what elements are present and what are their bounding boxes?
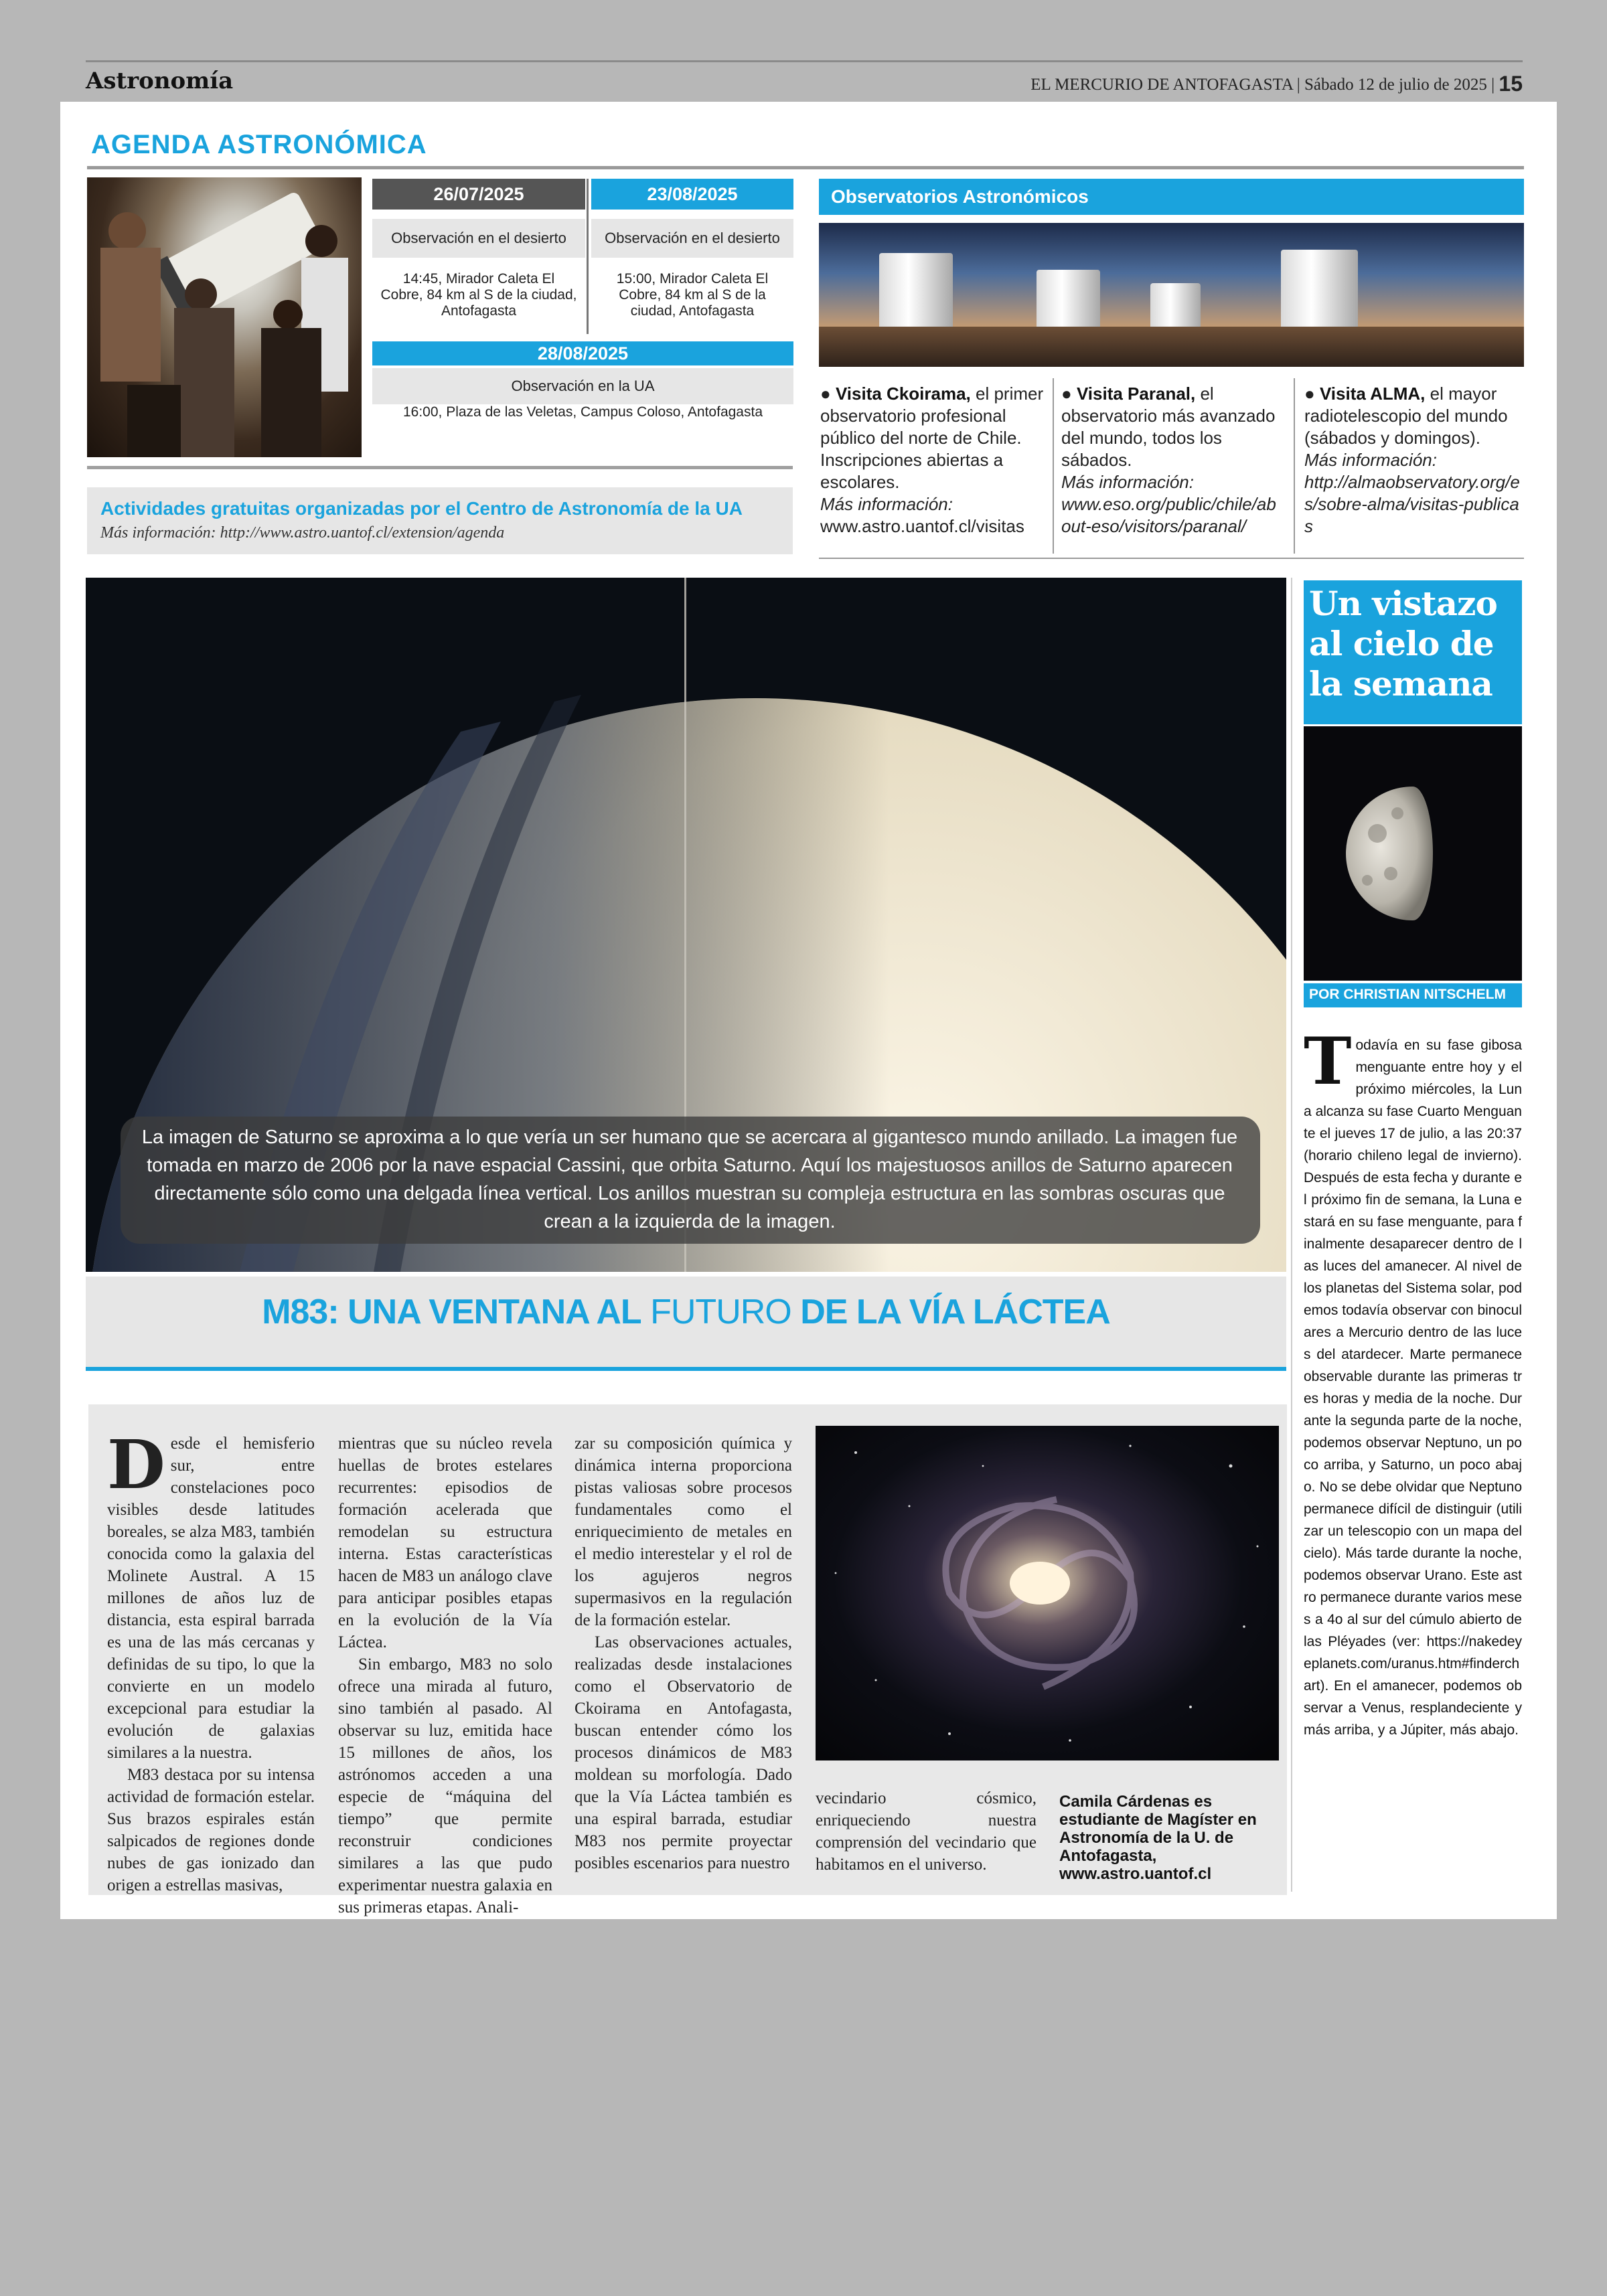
page-number: 15 — [1499, 72, 1523, 96]
article-column-4 — [816, 1787, 1037, 1876]
event-date: 23/08/2025 — [591, 179, 793, 210]
article-paragraph: M83 destaca por su intensa actividad de formación estelar. Sus brazos espirales están salpicados de regiones donde nubes de gas ionizado dan origen a estrellas masivas, — [107, 1766, 315, 1894]
visit-name: Visita ALMA, — [1319, 384, 1426, 404]
sidebar-divider — [1291, 578, 1292, 1892]
free-activities-rule — [87, 466, 793, 469]
sidebar-title: Un vistazo al cielo de la semana — [1309, 584, 1497, 704]
moon-photo — [1304, 726, 1522, 981]
telescope-photo — [87, 177, 362, 457]
saturn-caption: La imagen de Saturno se aproxima a lo que vería un ser humano que se acercara al gigantesco mundo anillado. La imagen fue tomada en marzo de 2006 por la nave espacial Cassini, que orbita Saturno. Aquí los majestuosos anillos de Saturno aparecen directamente sólo como una delgada línea vertical. Los anillos muestran su compleja estructura en las sombras oscuras que crean a la izquierda de la imagen. — [141, 1127, 1238, 1232]
event-date: 28/08/2025 — [372, 341, 793, 365]
visit-separator — [1294, 378, 1295, 554]
visit-alma: ● Visita ALMA, el mayor radiotelescopio del mundo (sábados y domingos). Más información: http://almaobservatory.org/es/sobre-alma/visitas-publicas — [1304, 384, 1520, 536]
visit-separator — [1053, 378, 1054, 554]
sidebar-text — [1304, 1023, 1522, 1741]
visit-info-label: Más información: — [1061, 472, 1194, 492]
sidebar-dropcap: T — [1304, 1023, 1352, 1099]
observatories-photo — [819, 223, 1524, 367]
event-title: Observación en la UA — [372, 368, 793, 404]
visit-name: Visita Ckoirama, — [835, 384, 971, 404]
visit-url[interactable]: http://almaobservatory.org/es/sobre-alma/visitas-publicas — [1304, 472, 1520, 536]
observatories-bottom-rule — [819, 558, 1524, 559]
event-details: 16:00, Plaza de las Veletas, Campus Coloso, Antofagasta — [402, 404, 763, 420]
sidebar-paragraph: odavía en su fase gibosa menguante entre hoy y el próximo miércoles, la Luna alcanza su fase Cuarto Menguante el jueves 17 de julio, a las 20:37 (horario chileno legal de invierno). Después de esta fecha y durante el próximo fin de semana, la Luna estará en su fase menguante, para finalmente desaparecer dentro de las luces del amanecer. Al nivel de los planetas del Sistema solar, podemos todavía observar con binoculares a Mercurio dentro de las luces del atardecer. Marte permanece observable durante las primeras tres horas y media de la noche. Durante la segunda parte de la noche, podemos observar Neptuno, un poco arriba, y Saturno, un poco abajo. No se debe olvidar que Neptuno permanece difícil de distinguir (utilizar un telescopio con un mapa del cielo). Más tarde durante la noche, podemos observar Urano. Este astro permanece durante varios meses a 4o al sur del cúmulo abierto de las Pléyades (ver: https://nakedeyeplanets.com/uranus.htm#finderchart). En el amanecer, podemos observar a Venus, resplandeciente y más arriba, y a Júpiter, más abajo. — [1304, 1038, 1522, 1738]
article-dropcap: D — [107, 1425, 165, 1504]
article-column-2 — [338, 1432, 552, 1918]
article-paragraph: esde el hemisferio sur, entre constelaciones poco visibles desde latitudes boreales, se alza M83, también conocida como la galaxia del Molinete Austral. A 15 millones de años luz de distancia, esta espiral barrada es una de las más cercanas y definidas de su tipo, lo que la convierte en un modelo excepcional para estudiar la evolución de galaxias similares a la nuestra. — [107, 1434, 315, 1762]
article-paragraph: mientras que su núcleo revela huellas de brotes estelares recurrentes: episodios de formación acelerada que remodelan su estructura interna. Estas características hacen de M83 un análogo clave para anticipar posibles etapas en la evolución de la Vía Láctea. — [338, 1434, 552, 1651]
event-details: 15:00, Mirador Caleta El Cobre, 84 km al S de la ciudad, Antofagasta — [616, 271, 769, 319]
free-activities-title: Actividades gratuitas organizadas por el Centro de Astronomía de la UA — [100, 498, 743, 519]
event-date: 26/07/2025 — [372, 179, 585, 210]
visit-text: el primer observatorio profesional público del norte de Chile. Inscripciones abiertas a escolares. — [820, 384, 1044, 492]
headline-rule — [86, 1367, 1286, 1371]
headline-part: DE LA VÍA LÁCTEA — [800, 1293, 1110, 1331]
visit-url[interactable]: www.astro.uantof.cl/visitas — [820, 516, 1024, 536]
article-paragraph: Las observaciones actuales, realizadas desde instalaciones como el Observatorio de Ckoirama en Antofagasta, buscan entender cómo los procesos dinámicos de M83 moldean su morfología. Dado que la Vía Láctea también es una espiral barrada, estudiar M83 nos permite proyectar posibles escenarios para nuestro — [575, 1633, 792, 1872]
galaxy-photo — [816, 1426, 1279, 1760]
free-activities-box — [87, 487, 793, 554]
article-paragraph: vecindario cósmico, enriqueciendo nuestra comprensión del vecindario que habitamos en el universo. — [816, 1789, 1037, 1874]
visit-name: Visita Paranal, — [1076, 384, 1196, 404]
visit-info-label: Más información: — [1304, 450, 1437, 470]
visit-info-label: Más información: — [820, 494, 953, 514]
sidebar-byline: POR CHRISTIAN NITSCHELM — [1309, 987, 1506, 1002]
visit-ckoirama: ● Visita Ckoirama, el primer observatorio profesional público del norte de Chile. Inscripciones abiertas a escolares. Más información: www.astro.uantof.cl/visitas — [820, 384, 1044, 536]
visit-url[interactable]: www.eso.org/public/chile/about-eso/visitors/paranal/ — [1061, 494, 1276, 536]
author-note: Camila Cárdenas es estudiante de Magíster en Astronomía de la U. de Antofagasta, www.astro.uantof.cl — [1059, 1793, 1257, 1883]
article-headline — [86, 1292, 1286, 1332]
event-title: Observación en el desierto — [591, 219, 793, 258]
article-body-gap — [88, 1388, 1278, 1404]
visit-paranal: ● Visita Paranal, el observatorio más avanzado del mundo, todos los sábados. Más información: www.eso.org/public/chile/about-eso/visitors/paranal/ — [1061, 384, 1276, 536]
event-divider — [587, 179, 589, 334]
section-label: Astronomía — [86, 68, 234, 94]
page-header — [86, 60, 1523, 102]
observatories-heading: Observatorios Astronómicos — [819, 179, 1524, 215]
headline-part: FUTURO — [641, 1293, 801, 1331]
visit-text: el observatorio más avanzado del mundo, todos los sábados. — [1061, 384, 1276, 470]
masthead — [1030, 72, 1523, 96]
masthead-text: EL MERCURIO DE ANTOFAGASTA | Sábado 12 de julio de 2025 | — [1030, 76, 1495, 94]
visit-text: el mayor radiotelescopio del mundo (sábados y domingos). — [1304, 384, 1508, 448]
article-paragraph: zar su composición química y dinámica interna proporciona pistas valiosas sobre procesos fundamentales como el enriquecimiento de metales en el medio interestelar y el rol de los agujeros negros supermasivos en la regulación de la formación estelar. — [575, 1434, 792, 1629]
free-activities-link[interactable]: Más información: http://www.astro.uantof.cl/extension/agenda — [100, 524, 505, 542]
event-card-1 — [372, 179, 585, 319]
agenda-rule — [87, 166, 1524, 169]
article-column-1 — [107, 1425, 315, 1896]
article-paragraph: Sin embargo, M83 no solo ofrece una mirada al futuro, sino también al pasado. Al observar su luz, emitida hace 15 millones de años, los astrónomos acceden a una especie de “máquina del tiempo” que permite reconstruir condiciones similares a las que pudo experimentar nuestra galaxia en sus primeras etapas. Anali- — [338, 1655, 552, 1916]
event-title: Observación en el desierto — [372, 219, 585, 258]
event-details: 14:45, Mirador Caleta El Cobre, 84 km al S de la ciudad, Antofagasta — [380, 271, 577, 319]
headline-part: M83: UNA VENTANA AL — [262, 1293, 641, 1331]
event-card-2 — [591, 179, 793, 319]
article-column-3 — [575, 1432, 792, 1874]
event-card-3 — [372, 341, 793, 420]
agenda-title: AGENDA ASTRONÓMICA — [91, 130, 427, 159]
